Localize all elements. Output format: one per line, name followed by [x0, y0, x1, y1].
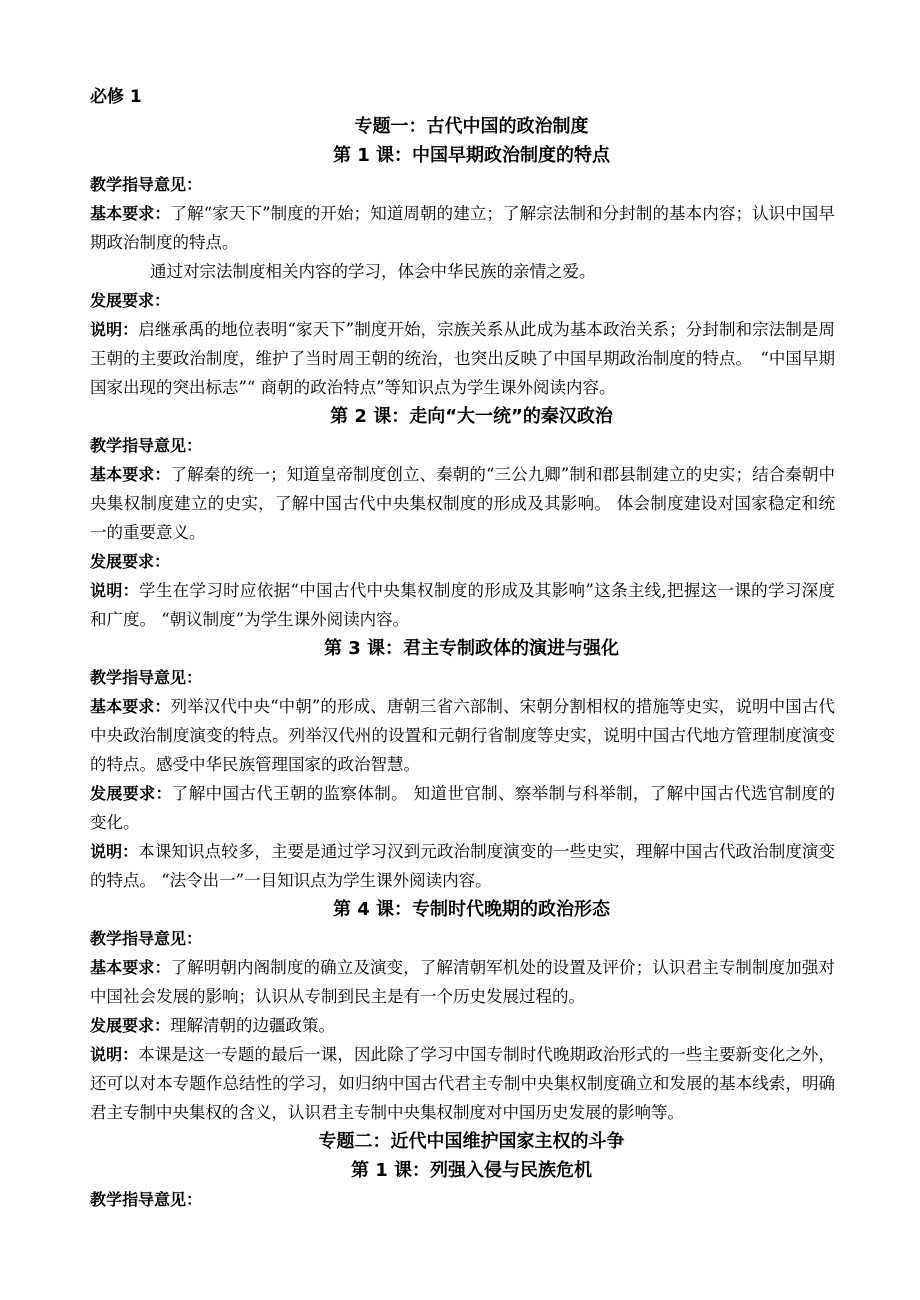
guide-label: 教学指导意见： [90, 175, 203, 194]
development-requirement [90, 547, 835, 576]
basic-requirement [90, 953, 835, 1011]
lesson-note-label: 说明： [90, 320, 139, 339]
development-requirement-text: 理解清朝的边疆政策。 [170, 1016, 336, 1035]
lesson-title: 第 2 课：走向“大一统”的秦汉政治 [330, 406, 613, 427]
topic-title: 专题一：古代中国的政治制度 [354, 116, 589, 137]
guide-label: 教学指导意见： [90, 436, 203, 455]
development-requirement-label: 发展要求： [90, 552, 171, 571]
development-requirement [90, 286, 835, 315]
lesson-note [90, 1040, 835, 1127]
lesson-note-text: 启继承禹的地位表明“家天下”制度开始，宗族关系从此成为基本政治关系；分封制和宗法制是周王朝的主要政治制度，维护了当时周王朝的统治，也突出反映了中国早期政治制度的特点。 “中国早期国家出现的突出标志”“ 商朝的政治特点”等知识点为学生课外阅读内容。 [90, 320, 835, 397]
basic-requirement-label: 基本要求： [90, 697, 171, 716]
development-requirement [90, 1011, 835, 1040]
development-requirement-text: 了解中国古代王朝的监察体制。 知道世官制、察举制与科举制，了解中国古代选官制度的变化。 [90, 784, 835, 832]
lesson-note-label: 说明： [90, 581, 139, 600]
basic-requirement [90, 460, 835, 547]
development-requirement-label: 发展要求： [90, 291, 171, 310]
lesson-note-text: 学生在学习时应依据“中国古代中央集权制度的形成及其影响”这条主线,把握这一课的学习深度和广度。 “朝议制度”为学生课外阅读内容。 [90, 581, 835, 629]
lesson-title: 第 1 课：中国早期政治制度的特点 [332, 145, 611, 166]
lesson-note-label: 说明： [90, 842, 139, 861]
lesson-note [90, 315, 835, 402]
basic-requirement-label: 基本要求： [90, 465, 171, 484]
basic-requirement-extra: 通过对宗法制度相关内容的学习，体会中华民族的亲情之爱。 [150, 262, 596, 281]
lesson-note-text: 本课是这一专题的最后一课，因此除了学习中国专制时代晚期政治形式的一些主要新变化之外，还可以对本专题作总结性的学习，如归纳中国古代君主专制中央集权制度确立和发展的基本线索，明确君主专制中央集权的含义，认识君主专制中央集权制度对中国历史发展的影响等。 [90, 1045, 835, 1122]
basic-requirement-text: 列举汉代中央“中朝”的形成、唐朝三省六部制、宋朝分割相权的措施等史实，说明中国古代中央政治制度演变的特点。列举汉代州的设置和元朝行省制度等史实，说明中国古代地方管理制度演变的特点。感受中华民族管理国家的政治智慧。 [90, 697, 835, 774]
document-page [90, 82, 835, 1214]
lesson-note [90, 576, 835, 634]
development-requirement [90, 779, 835, 837]
basic-requirement [90, 692, 835, 779]
guide-label: 教学指导意见： [90, 668, 203, 687]
guide-label: 教学指导意见： [90, 1190, 203, 1209]
lesson-title: 第 3 课：君主专制政体的演进与强化 [323, 638, 620, 659]
lesson-title: 第 4 课：专制时代晚期的政治形态 [332, 899, 611, 920]
lesson-note [90, 837, 835, 895]
basic-requirement-text: 了解“家天下”制度的开始；知道周朝的建立；了解宗法制和分封制的基本内容；认识中国早期政治制度的特点。 [90, 204, 835, 252]
book-title: 必修 1 [90, 87, 142, 107]
basic-requirement-text: 了解明朝内阁制度的确立及演变，了解清朝军机处的设置及评价；认识君主专制制度加强对中国社会发展的影响；认识从专制到民主是有一个历史发展过程的。 [90, 958, 835, 1006]
guide-label: 教学指导意见： [90, 929, 203, 948]
lesson-note-label: 说明： [90, 1045, 139, 1064]
basic-requirement-text: 了解秦的统一；知道皇帝制度创立、秦朝的“三公九卿”制和郡县制建立的史实；结合秦朝中央集权制度建立的史实，了解中国古代中央集权制度的形成及其影响。 体会制度建设对国家稳定和统一的重要意义。 [90, 465, 835, 542]
basic-requirement-label: 基本要求： [90, 204, 171, 223]
lesson-note-text: 本课知识点较多，主要是通过学习汉到元政治制度演变的一些史实，理解中国古代政治制度演变的特点。 “法令出一”一目知识点为学生课外阅读内容。 [90, 842, 835, 890]
basic-requirement-label: 基本要求： [90, 958, 171, 977]
development-requirement-label: 发展要求： [90, 784, 172, 803]
topic-title: 专题二：近代中国维护国家主权的斗争 [318, 1131, 625, 1152]
lesson-title: 第 1 课：列强入侵与民族危机 [350, 1160, 593, 1181]
development-requirement-label: 发展要求： [90, 1016, 171, 1035]
basic-requirement [90, 199, 835, 257]
